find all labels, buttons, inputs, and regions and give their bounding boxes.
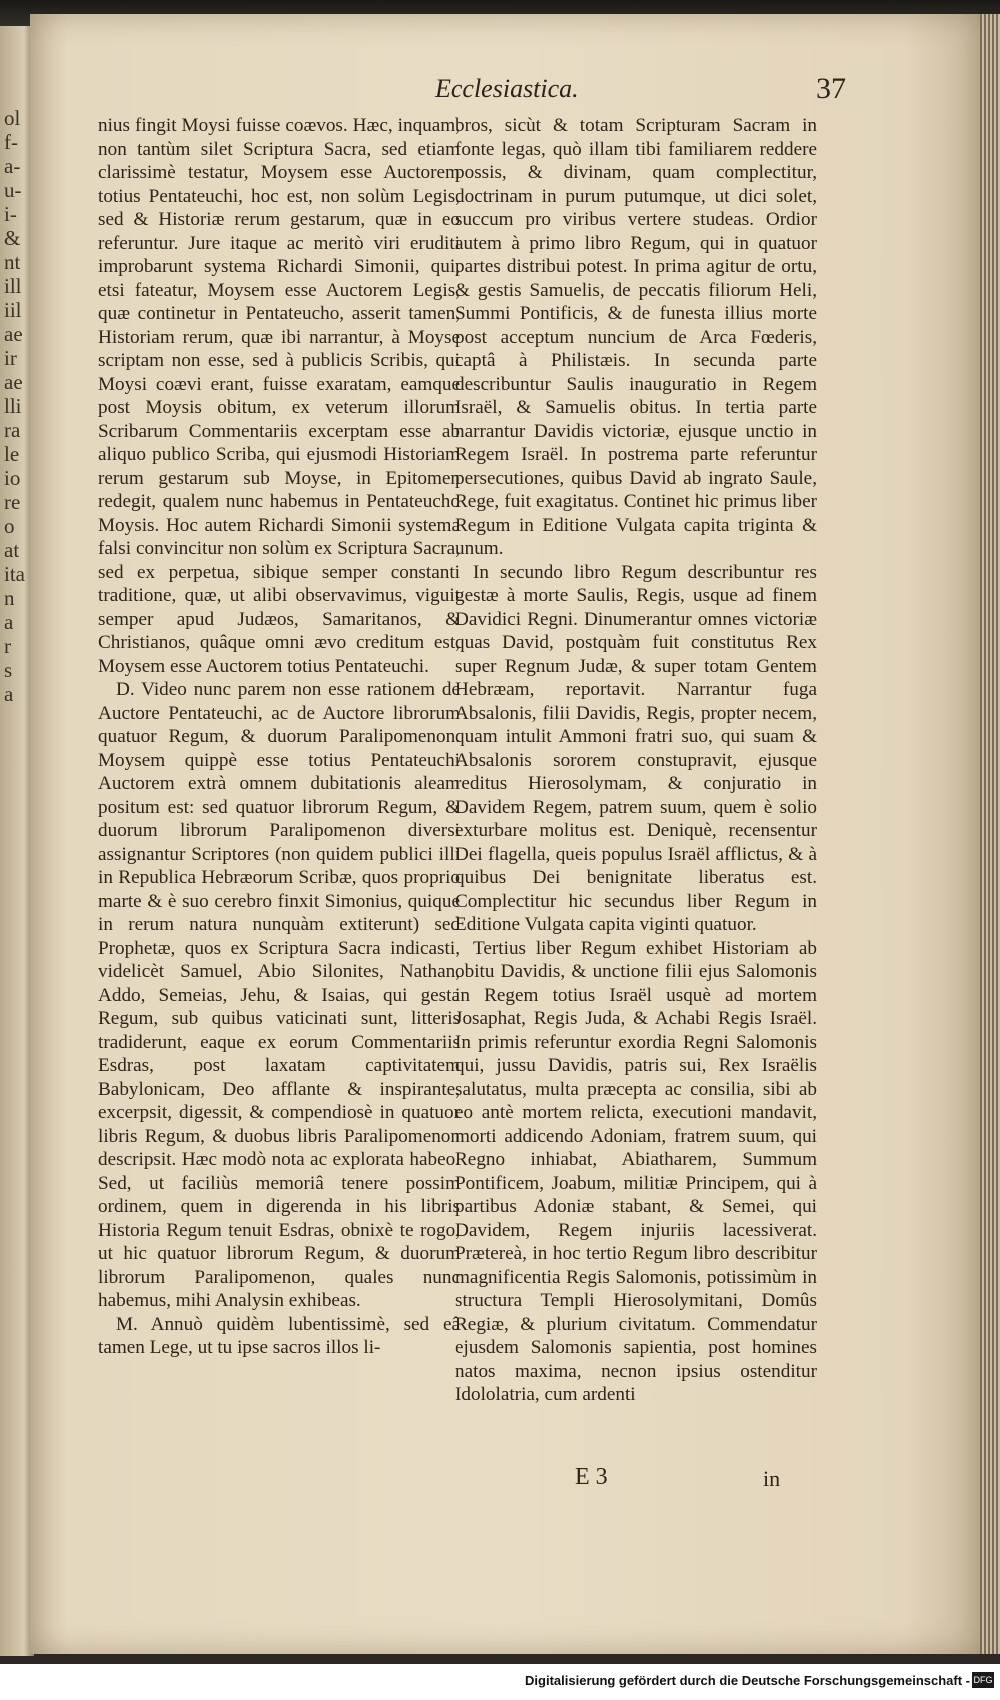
facing-page-fragment: nt [4,250,21,274]
facing-page-fragment: r [4,634,11,658]
book-page [30,14,980,1654]
paragraph: D. Video nunc parem non esse rationem de Auctore Pentateuchi, ac de Auctore librorum quatuor Regum, & duorum Paralipomenon. Moysem quippè esse totius Pentateuchi Auctorem extrà omnem dubitationis aleam positum est: sed quatuor librorum Regum, & duorum librorum Paralipomenon diversi assignantur Scriptores (non quidem publici illi in Republica Hebræorum Scribæ, quos proprio marte & è suo cerebro finxit Simonius, quique in rerum natura nunquàm extiterunt) sed Prophetæ, quos ex Scriptura Sacra indicasti, videlicèt Samuel, Abio Silonites, Nathan, Addo, Semeias, Jehu, & Isaias, qui gesta Regum, sub quibus vaticinati sunt, litteris tradiderunt, eaque ex eorum Commentariis Esdras, post laxatam captivitatem Babylonicam, Deo afflante & inspirante, excerpsit, digessit, & compendiosè in quatuor libris Regum, & duobus libris Paralipomenon descripsit. Hæc modò nota ac explorata habeo. Sed, ut faciliùs memoriâ tenere possim ordinem, quem in digerenda in his libris Historia Regum tenuit Esdras, obnixè te rogo, ut hic quatuor librorum Regum, & duorum librorum Paralipomenon, quales nunc habemus, mihi Analysin exhibeas. [98,679,460,1311]
facing-page-fragment: & [4,226,21,250]
facing-page-fragment: a- [4,154,21,178]
attribution-bar [0,1664,1000,1700]
catchword: in [763,1466,781,1491]
page-block-edge [980,14,1000,1654]
facing-page-fragment: i- [4,202,17,226]
facing-page-fragment: ita [4,562,25,586]
running-head: Ecclesiastica. [435,74,579,103]
facing-page-fragment: iil [4,298,22,322]
facing-page-fragment: at [4,538,20,562]
facing-page-fragment: ra [4,418,21,442]
facing-page-fragment: le [4,442,20,466]
paragraph: bros, sicùt & totam Scripturam Sacram in fonte legas, quò illam tibi familiarem reddere possis, & divinam, quam complectitur, doctrinam in purum putumque, ut dici solet, succum pro viribus vertere studeas. Ordior autem à primo libro Regum, qui in quatuor partes distribui potest. In prima agitur de ortu, & gestis Samuelis, de peccatis filiorum Heli, Summi Pontificis, & de funesta illius morte post acceptum nuncium de Arca Fœderis, captâ à Philistæis. In secunda parte describuntur Saulis inauguratio in Regem Israël, & Samuelis obitus. In tertia parte narrantur Davidis victoriæ, ejusque unctio in Regem Israël. In postrema parte referuntur persecutiones, quibus David ab ingrato Saule, Rege, fuit exagitatus. Continet hic primus liber Regum in Editione Vulgata capita triginta & unum. [455,115,817,559]
page-header [30,72,980,112]
attribution-text: Digitalisierung gefördert durch die Deutsche Forschungsgemeinschaft - [525,1673,970,1688]
paragraph: nius fingit Moysi fuisse coævos. Hæc, inquam, non tantùm silet Scriptura Sacra, sed etiam clarissimè testatur, Moysem esse Auctorem totius Pentateuchi, hoc est, non solùm Legis, sed & Historiæ rerum gestarum, quæ in eo referuntur. Jure itaque ac meritò viri eruditi improbarunt systema Richardi Simonii, qui, etsi fateatur, Moysem esse Auctorem Legis, quæ continetur in Pentateucho, asserit tamen, Historiam rerum, quæ ibi narrantur, à Moyse scriptam non esse, sed à publicis Scribis, qui Moysi coævi erant, fuisse exaratam, eamque post Moysis obitum, ex veterum illorum Scribarum Commentariis excerptam esse ab aliquo publico Scriba, qui ejusmodi Historiam rerum gestarum sub Moyse, in Epitomen redegit, qualem nunc habemus in Pentateucho Moysis. Hoc autem Richardi Simonii systema falsi convincitur non solùm ex Scriptura Sacra, sed ex perpetua, sibique semper constanti traditione, quæ, ut alibi observavimus, viguit semper apud Judæos, Samaritanos, & Christianos, quâque omni ævo creditum est, Moysem esse Auctorem totius Pentateuchi. [98,115,460,677]
dfg-logo-icon: DFG [972,1672,994,1688]
facing-page-fragment: a [4,682,14,706]
facing-page-fragment: o [4,514,15,538]
right-column [455,114,817,1407]
facing-page-fragment: ill [4,274,22,298]
facing-page-fragment: n [4,586,15,610]
facing-page-fragment: ol [4,106,21,130]
facing-page-fragment: re [4,490,21,514]
paragraph: In secundo libro Regum describuntur res gestæ à morte Saulis, Regis, usque ad finem Davidici Regni. Dinumerantur omnes victoriæ quas David, postquàm fuit constitutus Rex super Regnum Judæ, & super totam Gentem Hebræam, reportavit. Narrantur fuga Absalonis, filii Davidis, Regis, propter necem, quam intulit Ammoni fratri suo, qui suam & Absalonis sororem constupravit, ejusque reditus Hierosolymam, & conjuratio in Davidem Regem, patrem suum, quem è solio exturbare molitus est. Deniquè, recensentur Dei flagella, queis populus Israël afflictus, & à quibus Dei benignitate liberatus est. Complectitur hic secundus liber Regum in Editione Vulgata capita viginti quatuor. [455,561,817,935]
facing-page-fragment: a [4,610,14,634]
facing-page-fragment: lli [4,394,22,418]
paragraph: Tertius liber Regum exhibet Historiam ab obitu Davidis, & unctione filii ejus Salomonis in Regem totius Israël usquè ad mortem Josaphat, Regis Juda, & Achabi Regis Israël. In primis referuntur exordia Regni Salomonis qui, jussu Davidis, patris sui, Rex Israëlis salutatus, multa præcepta ac consilia, sibi ab eo antè mortem relicta, executioni mandavit, morti addicendo Adoniam, fratrem suum, qui Regno inhiabat, Abiatharem, Summum Pontificem, Joabum, militiæ Principem, qui à partibus Adoniæ stabant, & Semei, qui Davidem, Regem injuriis lacessiverat. Prætereà, in hoc tertio Regum libro describitur magnificentia Regis Salomonis, potissimùm in structura Templi Hierosolymitani, Domûs Regiæ, & plurium civitatum. Commendatur ejusdem Salomonis sapientia, post homines natos maxima, necnon ipsius ostenditur Idololatria, cum ardenti [455,937,817,1405]
facing-page-edge [0,26,34,1656]
page-number: 37 [816,72,846,105]
left-column [98,114,460,1360]
facing-page-fragment: s [4,658,13,682]
facing-page-fragment: ae [4,370,23,394]
paragraph: M. Annuò quidèm lubentissimè, sed eâ tamen Lege, ut tu ipse sacros illos li- [98,1313,460,1358]
facing-page-fragment: ae [4,322,23,346]
facing-page-fragment: u- [4,178,22,202]
facing-page-fragment: f- [4,130,18,154]
signature-mark: E 3 [575,1464,608,1490]
facing-page-fragment: ir [4,346,17,370]
facing-page-fragment: io [4,466,21,490]
